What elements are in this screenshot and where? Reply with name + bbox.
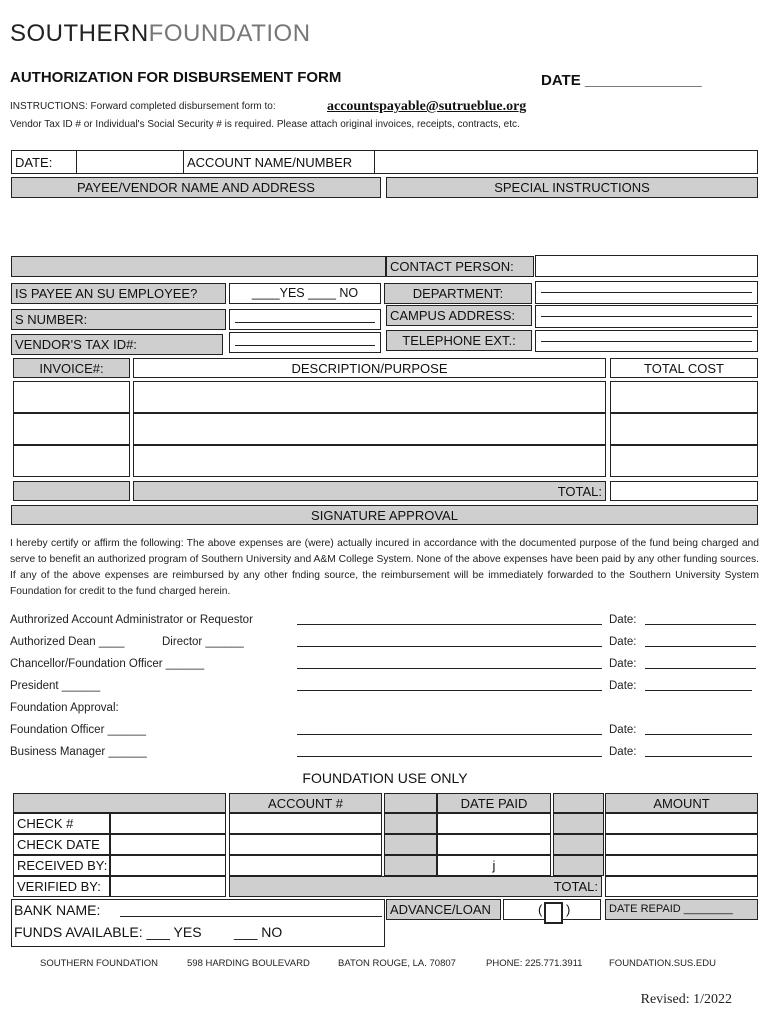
date-paid-cell[interactable] (437, 834, 551, 855)
check-number-field[interactable] (110, 813, 226, 834)
amount-cell[interactable] (605, 855, 758, 876)
payee-bar (11, 256, 386, 277)
total-cost-cell[interactable] (610, 381, 758, 413)
signature-approval-header: SIGNATURE APPROVAL (11, 505, 758, 525)
foundation-total-label: TOTAL: (229, 876, 602, 897)
check-date-field[interactable] (110, 834, 226, 855)
foundation-header-gap (553, 793, 604, 813)
chancellor-date-line[interactable] (645, 668, 756, 669)
employee-label: IS PAYEE AN SU EMPLOYEE? (11, 283, 226, 304)
logo-bold: SOUTHERN (10, 20, 149, 47)
tax-id-field[interactable] (229, 332, 381, 353)
telephone-field[interactable] (535, 330, 758, 352)
date-label: Date: (609, 746, 637, 758)
form-title: AUTHORIZATION FOR DISBURSEMENT FORM (10, 69, 342, 86)
requestor-signature-line[interactable] (297, 624, 602, 625)
total-cost-cell[interactable] (610, 413, 758, 445)
advance-checkbox[interactable] (544, 902, 563, 924)
foundation-total-field[interactable] (605, 876, 758, 897)
verified-by-field[interactable] (110, 876, 226, 897)
amount-cell[interactable] (605, 834, 758, 855)
director-label: Director ______ (162, 636, 244, 648)
funds-no-label[interactable]: ___ NO (234, 924, 283, 940)
campus-field[interactable] (535, 305, 758, 328)
foundation-use-title: FOUNDATION USE ONLY (302, 770, 468, 786)
footer-city: BATON ROUGE, LA. 70807 (338, 958, 456, 969)
description-cell[interactable] (133, 445, 606, 477)
date-label: Date: (609, 724, 637, 736)
gap-cell (553, 834, 604, 855)
tax-id-label: VENDOR'S TAX ID#: (11, 334, 223, 355)
business-date-line[interactable] (645, 756, 752, 757)
telephone-label: TELEPHONE EXT.: (386, 330, 532, 351)
account-field[interactable] (374, 150, 758, 174)
instructions-requirements: Vendor Tax ID # or Individual's Social Security # is required. Please attach original invoices, receipts, contracts, etc. (10, 119, 520, 130)
description-cell[interactable] (133, 413, 606, 445)
business-signature-line[interactable] (297, 756, 602, 757)
check-date-label: CHECK DATE (13, 834, 110, 855)
gap-cell (553, 855, 604, 876)
footer-phone: PHONE: 225.771.3911 (486, 958, 583, 969)
foundation-approval-label: Foundation Approval: (10, 702, 119, 714)
foundation-officer-label: Foundation Officer ______ (10, 724, 146, 736)
total-cost-cell[interactable] (610, 445, 758, 477)
foundation-header-blank (13, 793, 226, 813)
description-header: DESCRIPTION/PURPOSE (133, 358, 606, 378)
date-label: DATE: (11, 150, 77, 174)
bank-name-label: BANK NAME: (14, 902, 101, 918)
dean-label: Authorized Dean ____ (10, 636, 125, 648)
s-number-field[interactable] (229, 309, 381, 330)
campus-label: CAMPUS ADDRESS: (386, 305, 532, 326)
gap-cell (384, 855, 437, 876)
contact-label: CONTACT PERSON: (386, 256, 534, 277)
total-label: TOTAL: (133, 481, 606, 501)
dean-date-line[interactable] (645, 646, 756, 647)
employee-yes-no[interactable]: ____YES ____ NO (229, 283, 381, 304)
footer-address: 598 HARDING BOULEVARD (187, 958, 310, 969)
bank-funds-block (11, 899, 385, 947)
department-label: DEPARTMENT: (384, 283, 532, 304)
invoice-cell[interactable] (13, 381, 130, 413)
bank-name-line[interactable] (120, 916, 382, 917)
date-label: Date: (609, 680, 637, 692)
president-signature-line[interactable] (297, 690, 602, 691)
foundation-header-gap (384, 793, 437, 813)
verified-by-label: VERIFIED BY: (13, 876, 110, 897)
paren-open: ( (538, 902, 543, 917)
footer-web[interactable]: FOUNDATION.SUS.EDU (609, 958, 716, 969)
footer-org: SOUTHERN FOUNDATION (40, 958, 159, 969)
date-label: Date: (609, 636, 637, 648)
paren-close: ) (566, 902, 571, 917)
email-link[interactable]: accountspayable@sutrueblue.org (327, 99, 527, 114)
s-number-label: S NUMBER: (11, 309, 226, 330)
amount-cell[interactable] (605, 813, 758, 834)
total-field[interactable] (610, 481, 758, 501)
logo-light: FOUNDATION (148, 20, 311, 47)
contact-field[interactable] (535, 255, 758, 277)
invoice-cell[interactable] (13, 445, 130, 477)
invoice-cell[interactable] (13, 413, 130, 445)
description-cell[interactable] (133, 381, 606, 413)
date-paid-cell[interactable] (437, 855, 551, 876)
date-field[interactable] (76, 150, 184, 174)
account-number-header: ACCOUNT # (229, 793, 382, 813)
date-label: Date: (609, 658, 637, 670)
chancellor-label: Chancellor/Foundation Officer ______ (10, 658, 205, 670)
president-date-line[interactable] (645, 690, 752, 691)
officer-date-line[interactable] (645, 734, 752, 735)
revised-date: Revised: 1/2022 (640, 992, 732, 1007)
account-cell[interactable] (229, 855, 382, 876)
header-date[interactable]: DATE ______________ (541, 72, 702, 89)
total-cost-header: TOTAL COST (610, 358, 758, 378)
invoice-header: INVOICE#: (13, 358, 130, 378)
certification-text: I hereby certify or affirm the following: The above expenses are (were) actually incured in accordance with the documented purpose of the fund being charged and serve to benefit an authorized program of Southern University and A&M College System. None of the above expenses have been paid by any other funding sources. If any of the above expenses are reimbursed by any other fnding source, the reimbursement will be immediately forwarded to the Southern University System Foundation for credit to the fund charged herein. (10, 538, 759, 597)
gap-cell (384, 834, 437, 855)
date-label: Date: (609, 614, 637, 626)
date-paid-header: DATE PAID (437, 793, 551, 813)
account-cell[interactable] (229, 834, 382, 855)
chancellor-signature-line[interactable] (297, 668, 602, 669)
business-manager-label: Business Manager ______ (10, 746, 147, 758)
special-instructions-header: SPECIAL INSTRUCTIONS (386, 177, 758, 198)
check-number-label: CHECK # (13, 813, 110, 834)
amount-header: AMOUNT (605, 793, 758, 813)
president-label: President ______ (10, 680, 101, 692)
received-by-field[interactable] (110, 855, 226, 876)
account-cell[interactable] (229, 813, 382, 834)
officer-signature-line[interactable] (297, 734, 602, 735)
logo (10, 20, 311, 48)
payee-header: PAYEE/VENDOR NAME AND ADDRESS (11, 177, 381, 198)
requestor-label: Authrorized Account Administrator or Requestor (10, 614, 253, 626)
dean-signature-line[interactable] (297, 646, 602, 647)
gap-cell (553, 813, 604, 834)
requestor-date-line[interactable] (645, 624, 756, 625)
j-mark: j (492, 858, 496, 873)
instructions: INSTRUCTIONS: Forward completed disbursement form to: (10, 101, 276, 112)
total-row-blank (13, 481, 130, 501)
advance-loan-label: ADVANCE/LOAN (386, 899, 501, 920)
department-field[interactable] (535, 281, 758, 304)
date-repaid-label[interactable]: DATE REPAID ________ (605, 899, 758, 920)
account-label: ACCOUNT NAME/NUMBER (183, 150, 375, 174)
received-by-label: RECEIVED BY: (13, 855, 110, 876)
gap-cell (384, 813, 437, 834)
funds-available-label[interactable]: FUNDS AVAILABLE: ___ YES (14, 924, 202, 940)
date-paid-cell[interactable] (437, 813, 551, 834)
